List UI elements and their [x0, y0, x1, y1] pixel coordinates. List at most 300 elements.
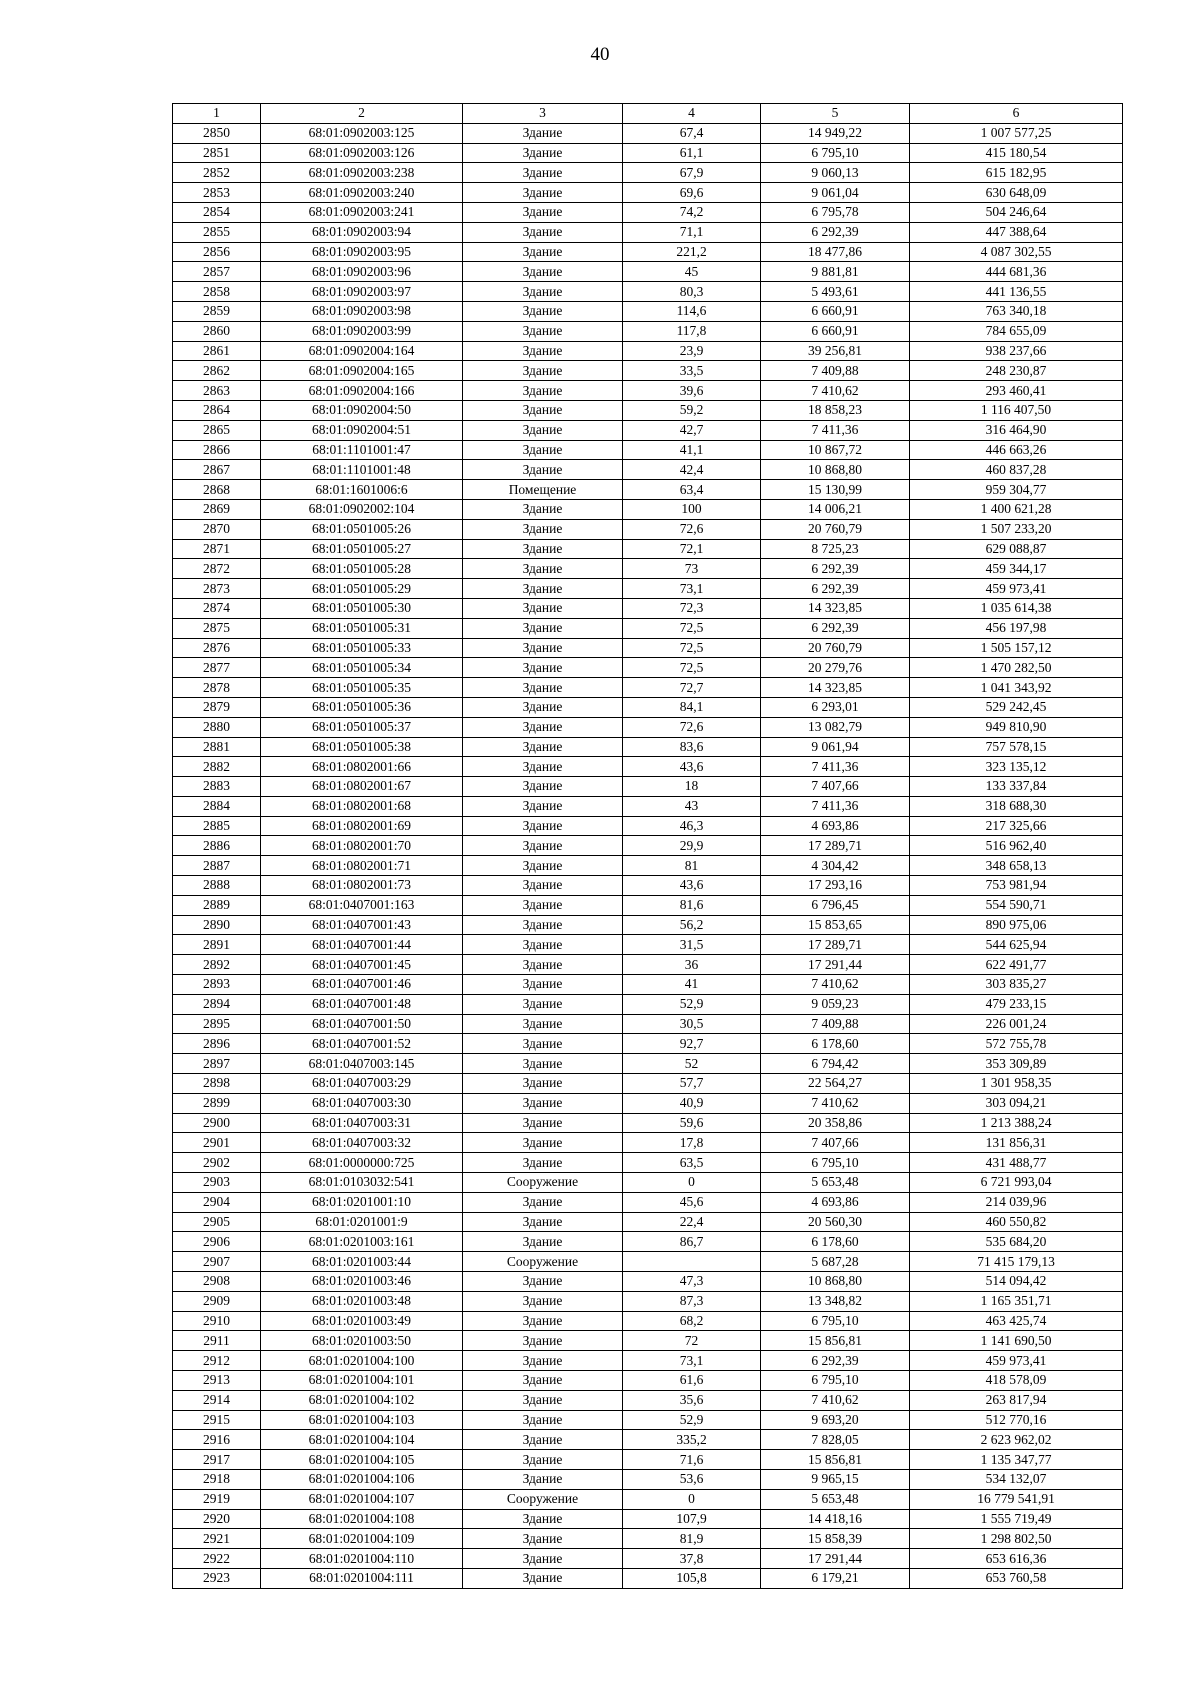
value-cell: 459 973,41 [910, 579, 1123, 599]
table-row [173, 242, 1123, 262]
object-type-cell: Здание [463, 381, 623, 401]
area-cell: 42,4 [623, 460, 761, 480]
object-type-cell: Здание [463, 519, 623, 539]
value-cell: 303 835,27 [910, 975, 1123, 995]
area-cell: 71,1 [623, 222, 761, 242]
table-row [173, 697, 1123, 717]
table-row [173, 1014, 1123, 1034]
area-cell: 41 [623, 975, 761, 995]
rate-cell: 6 796,45 [761, 895, 910, 915]
table-body [173, 104, 1123, 1589]
object-type-cell: Здание [463, 816, 623, 836]
value-cell: 248 230,87 [910, 361, 1123, 381]
area-cell: 42,7 [623, 420, 761, 440]
cadastral-number-cell: 68:01:0201004:111 [261, 1568, 463, 1588]
row-number-cell: 2885 [173, 816, 261, 836]
table-row [173, 559, 1123, 579]
area-cell: 80,3 [623, 282, 761, 302]
table-row [173, 202, 1123, 222]
object-type-cell: Здание [463, 796, 623, 816]
row-number-cell: 2874 [173, 598, 261, 618]
row-number-cell: 2906 [173, 1232, 261, 1252]
object-type-cell: Здание [463, 1034, 623, 1054]
object-type-cell: Здание [463, 1093, 623, 1113]
value-cell: 431 488,77 [910, 1153, 1123, 1173]
row-number-cell: 2923 [173, 1568, 261, 1588]
value-cell: 479 233,15 [910, 994, 1123, 1014]
object-type-cell: Здание [463, 579, 623, 599]
row-number-cell: 2852 [173, 163, 261, 183]
table-row [173, 895, 1123, 915]
cadastral-number-cell: 68:01:0201003:161 [261, 1232, 463, 1252]
row-number-cell: 2904 [173, 1192, 261, 1212]
rate-cell: 6 292,39 [761, 222, 910, 242]
rate-cell: 15 856,81 [761, 1331, 910, 1351]
cadastral-number-cell: 68:01:0407001:52 [261, 1034, 463, 1054]
area-cell: 72,6 [623, 717, 761, 737]
row-number-cell: 2881 [173, 737, 261, 757]
table-row [173, 955, 1123, 975]
object-type-cell: Здание [463, 915, 623, 935]
object-type-cell: Здание [463, 321, 623, 341]
cadastral-number-cell: 68:01:0407001:43 [261, 915, 463, 935]
area-cell: 72,5 [623, 658, 761, 678]
table-row [173, 638, 1123, 658]
row-number-cell: 2916 [173, 1430, 261, 1450]
cadastral-number-cell: 68:01:0501005:35 [261, 678, 463, 698]
table-row [173, 123, 1123, 143]
rate-cell: 7 409,88 [761, 1014, 910, 1034]
area-cell: 73,1 [623, 1351, 761, 1371]
area-cell: 52,9 [623, 994, 761, 1014]
cadastral-number-cell: 68:01:0802001:67 [261, 777, 463, 797]
table-row [173, 1489, 1123, 1509]
area-cell: 74,2 [623, 202, 761, 222]
value-cell: 757 578,15 [910, 737, 1123, 757]
area-cell: 22,4 [623, 1212, 761, 1232]
registry-table [172, 103, 1123, 1589]
table-row [173, 519, 1123, 539]
area-cell: 72,1 [623, 539, 761, 559]
table-row [173, 717, 1123, 737]
object-type-cell: Здание [463, 895, 623, 915]
cadastral-number-cell: 68:01:0501005:28 [261, 559, 463, 579]
table-row [173, 1054, 1123, 1074]
rate-cell: 15 858,39 [761, 1529, 910, 1549]
table-row [173, 1173, 1123, 1193]
object-type-cell: Здание [463, 598, 623, 618]
object-type-cell: Здание [463, 163, 623, 183]
cadastral-number-cell: 68:01:0902004:164 [261, 341, 463, 361]
value-cell: 1 301 958,35 [910, 1074, 1123, 1094]
area-cell: 67,9 [623, 163, 761, 183]
cadastral-number-cell: 68:01:1101001:48 [261, 460, 463, 480]
table-row [173, 1291, 1123, 1311]
area-cell: 35,6 [623, 1390, 761, 1410]
table-row [173, 499, 1123, 519]
cadastral-number-cell: 68:01:0902003:241 [261, 202, 463, 222]
table-row [173, 777, 1123, 797]
table-row [173, 321, 1123, 341]
object-type-cell: Здание [463, 1192, 623, 1212]
row-number-cell: 2879 [173, 697, 261, 717]
value-cell: 456 197,98 [910, 618, 1123, 638]
cadastral-number-cell: 68:01:0501005:29 [261, 579, 463, 599]
row-number-cell: 2899 [173, 1093, 261, 1113]
value-cell: 460 837,28 [910, 460, 1123, 480]
value-cell: 514 094,42 [910, 1272, 1123, 1292]
area-cell: 57,7 [623, 1074, 761, 1094]
row-number-cell: 2910 [173, 1311, 261, 1331]
rate-cell: 5 493,61 [761, 282, 910, 302]
area-cell: 17,8 [623, 1133, 761, 1153]
value-cell: 1 505 157,12 [910, 638, 1123, 658]
row-number-cell: 2919 [173, 1489, 261, 1509]
column-header: 6 [910, 104, 1123, 124]
row-number-cell: 2909 [173, 1291, 261, 1311]
rate-cell: 9 061,94 [761, 737, 910, 757]
table-row [173, 1034, 1123, 1054]
value-cell: 1 141 690,50 [910, 1331, 1123, 1351]
object-type-cell: Здание [463, 955, 623, 975]
object-type-cell: Здание [463, 202, 623, 222]
cadastral-number-cell: 68:01:0501005:30 [261, 598, 463, 618]
area-cell: 81 [623, 856, 761, 876]
table-row [173, 1212, 1123, 1232]
row-number-cell: 2884 [173, 796, 261, 816]
value-cell: 572 755,78 [910, 1034, 1123, 1054]
area-cell: 47,3 [623, 1272, 761, 1292]
value-cell: 16 779 541,91 [910, 1489, 1123, 1509]
table-row [173, 400, 1123, 420]
object-type-cell: Здание [463, 440, 623, 460]
object-type-cell: Здание [463, 1311, 623, 1331]
rate-cell: 15 853,65 [761, 915, 910, 935]
cadastral-number-cell: 68:01:0902003:240 [261, 183, 463, 203]
rate-cell: 6 660,91 [761, 321, 910, 341]
table-row [173, 579, 1123, 599]
table-row [173, 678, 1123, 698]
row-number-cell: 2850 [173, 123, 261, 143]
cadastral-number-cell: 68:01:0000000:725 [261, 1153, 463, 1173]
rate-cell: 5 653,48 [761, 1489, 910, 1509]
column-header: 2 [261, 104, 463, 124]
object-type-cell: Здание [463, 658, 623, 678]
row-number-cell: 2914 [173, 1390, 261, 1410]
row-number-cell: 2892 [173, 955, 261, 975]
cadastral-number-cell: 68:01:0802001:66 [261, 757, 463, 777]
row-number-cell: 2912 [173, 1351, 261, 1371]
cadastral-number-cell: 68:01:0201003:46 [261, 1272, 463, 1292]
value-cell: 263 817,94 [910, 1390, 1123, 1410]
table-row [173, 222, 1123, 242]
rate-cell: 10 868,80 [761, 460, 910, 480]
column-header: 4 [623, 104, 761, 124]
table-row [173, 301, 1123, 321]
area-cell: 43,6 [623, 757, 761, 777]
object-type-cell: Здание [463, 777, 623, 797]
object-type-cell: Здание [463, 143, 623, 163]
cadastral-number-cell: 68:01:0201004:101 [261, 1371, 463, 1391]
cadastral-number-cell: 68:01:0407001:46 [261, 975, 463, 995]
object-type-cell: Сооружение [463, 1252, 623, 1272]
area-cell: 29,9 [623, 836, 761, 856]
rate-cell: 15 856,81 [761, 1450, 910, 1470]
cadastral-number-cell: 68:01:0201003:49 [261, 1311, 463, 1331]
value-cell: 763 340,18 [910, 301, 1123, 321]
row-number-cell: 2898 [173, 1074, 261, 1094]
cadastral-number-cell: 68:01:0201001:10 [261, 1192, 463, 1212]
table-row [173, 975, 1123, 995]
value-cell: 516 962,40 [910, 836, 1123, 856]
object-type-cell: Здание [463, 697, 623, 717]
table-row [173, 1430, 1123, 1450]
object-type-cell: Здание [463, 420, 623, 440]
table-row [173, 341, 1123, 361]
value-cell: 463 425,74 [910, 1311, 1123, 1331]
value-cell: 459 344,17 [910, 559, 1123, 579]
object-type-cell: Здание [463, 361, 623, 381]
object-type-cell: Здание [463, 262, 623, 282]
table-row [173, 1549, 1123, 1569]
value-cell: 4 087 302,55 [910, 242, 1123, 262]
area-cell: 0 [623, 1173, 761, 1193]
object-type-cell: Здание [463, 1331, 623, 1351]
area-cell: 39,6 [623, 381, 761, 401]
value-cell: 131 856,31 [910, 1133, 1123, 1153]
rate-cell: 14 323,85 [761, 598, 910, 618]
table-row [173, 1390, 1123, 1410]
rate-cell: 14 418,16 [761, 1509, 910, 1529]
area-cell: 67,4 [623, 123, 761, 143]
cadastral-number-cell: 68:01:0501005:27 [261, 539, 463, 559]
row-number-cell: 2915 [173, 1410, 261, 1430]
value-cell: 6 721 993,04 [910, 1173, 1123, 1193]
row-number-cell: 2921 [173, 1529, 261, 1549]
cadastral-number-cell: 68:01:0201004:105 [261, 1450, 463, 1470]
cadastral-number-cell: 68:01:0407001:163 [261, 895, 463, 915]
rate-cell: 4 693,86 [761, 816, 910, 836]
value-cell: 535 684,20 [910, 1232, 1123, 1252]
value-cell: 444 681,36 [910, 262, 1123, 282]
rate-cell: 6 795,10 [761, 1311, 910, 1331]
column-header: 1 [173, 104, 261, 124]
cadastral-number-cell: 68:01:0201003:50 [261, 1331, 463, 1351]
rate-cell: 17 291,44 [761, 955, 910, 975]
table-row [173, 1450, 1123, 1470]
rate-cell: 39 256,81 [761, 341, 910, 361]
row-number-cell: 2888 [173, 876, 261, 896]
rate-cell: 9 061,04 [761, 183, 910, 203]
table-row [173, 440, 1123, 460]
area-cell: 72,7 [623, 678, 761, 698]
row-number-cell: 2902 [173, 1153, 261, 1173]
object-type-cell: Здание [463, 1054, 623, 1074]
rate-cell: 4 693,86 [761, 1192, 910, 1212]
area-cell: 83,6 [623, 737, 761, 757]
cadastral-number-cell: 68:01:0201003:44 [261, 1252, 463, 1272]
row-number-cell: 2860 [173, 321, 261, 341]
row-number-cell: 2891 [173, 935, 261, 955]
cadastral-number-cell: 68:01:0902003:95 [261, 242, 463, 262]
value-cell: 1 400 621,28 [910, 499, 1123, 519]
value-cell: 949 810,90 [910, 717, 1123, 737]
object-type-cell: Здание [463, 1509, 623, 1529]
value-cell: 1 298 802,50 [910, 1529, 1123, 1549]
rate-cell: 7 828,05 [761, 1430, 910, 1450]
table-row [173, 539, 1123, 559]
area-cell: 61,6 [623, 1371, 761, 1391]
cadastral-number-cell: 68:01:0902003:99 [261, 321, 463, 341]
page-number: 40 [590, 44, 610, 65]
cadastral-number-cell: 68:01:0407001:48 [261, 994, 463, 1014]
object-type-cell: Здание [463, 1469, 623, 1489]
area-cell: 61,1 [623, 143, 761, 163]
area-cell: 117,8 [623, 321, 761, 341]
value-cell: 1 470 282,50 [910, 658, 1123, 678]
area-cell: 100 [623, 499, 761, 519]
area-cell: 52 [623, 1054, 761, 1074]
column-header: 5 [761, 104, 910, 124]
rate-cell: 6 292,39 [761, 559, 910, 579]
cadastral-number-cell: 68:01:0501005:37 [261, 717, 463, 737]
table-row [173, 1252, 1123, 1272]
rate-cell: 17 289,71 [761, 836, 910, 856]
value-cell: 71 415 179,13 [910, 1252, 1123, 1272]
rate-cell: 13 348,82 [761, 1291, 910, 1311]
cadastral-number-cell: 68:01:0802001:68 [261, 796, 463, 816]
value-cell: 512 770,16 [910, 1410, 1123, 1430]
cadastral-number-cell: 68:01:0802001:73 [261, 876, 463, 896]
object-type-cell: Здание [463, 1014, 623, 1034]
value-cell: 459 973,41 [910, 1351, 1123, 1371]
value-cell: 554 590,71 [910, 895, 1123, 915]
area-cell: 81,6 [623, 895, 761, 915]
value-cell: 1 116 407,50 [910, 400, 1123, 420]
rate-cell: 6 795,78 [761, 202, 910, 222]
object-type-cell: Здание [463, 1291, 623, 1311]
area-cell: 33,5 [623, 361, 761, 381]
row-number-cell: 2890 [173, 915, 261, 935]
value-cell: 323 135,12 [910, 757, 1123, 777]
area-cell: 73 [623, 559, 761, 579]
table-row [173, 836, 1123, 856]
rate-cell: 14 006,21 [761, 499, 910, 519]
cadastral-number-cell: 68:01:0501005:26 [261, 519, 463, 539]
row-number-cell: 2905 [173, 1212, 261, 1232]
rate-cell: 6 292,39 [761, 579, 910, 599]
cadastral-number-cell: 68:01:0201004:107 [261, 1489, 463, 1509]
cadastral-number-cell: 68:01:0407003:32 [261, 1133, 463, 1153]
value-cell: 318 688,30 [910, 796, 1123, 816]
object-type-cell: Здание [463, 301, 623, 321]
row-number-cell: 2865 [173, 420, 261, 440]
row-number-cell: 2889 [173, 895, 261, 915]
value-cell: 890 975,06 [910, 915, 1123, 935]
area-cell: 71,6 [623, 1450, 761, 1470]
table-row [173, 856, 1123, 876]
value-cell: 447 388,64 [910, 222, 1123, 242]
row-number-cell: 2880 [173, 717, 261, 737]
value-cell: 615 182,95 [910, 163, 1123, 183]
rate-cell: 8 725,23 [761, 539, 910, 559]
cadastral-number-cell: 68:01:0501005:36 [261, 697, 463, 717]
table-row [173, 1074, 1123, 1094]
object-type-cell: Здание [463, 737, 623, 757]
cadastral-number-cell: 68:01:0902004:165 [261, 361, 463, 381]
area-cell: 52,9 [623, 1410, 761, 1430]
row-number-cell: 2883 [173, 777, 261, 797]
row-number-cell: 2907 [173, 1252, 261, 1272]
table-row [173, 1410, 1123, 1430]
value-cell: 1 555 719,49 [910, 1509, 1123, 1529]
object-type-cell: Здание [463, 1450, 623, 1470]
cadastral-number-cell: 68:01:0902003:98 [261, 301, 463, 321]
area-cell: 114,6 [623, 301, 761, 321]
cadastral-number-cell: 68:01:0201004:100 [261, 1351, 463, 1371]
cadastral-number-cell: 68:01:0407003:145 [261, 1054, 463, 1074]
rate-cell: 18 858,23 [761, 400, 910, 420]
area-cell: 81,9 [623, 1529, 761, 1549]
row-number-cell: 2918 [173, 1469, 261, 1489]
value-cell: 217 325,66 [910, 816, 1123, 836]
object-type-cell: Здание [463, 1390, 623, 1410]
cadastral-number-cell: 68:01:0802001:69 [261, 816, 463, 836]
object-type-cell: Здание [463, 1430, 623, 1450]
row-number-cell: 2867 [173, 460, 261, 480]
area-cell: 37,8 [623, 1549, 761, 1569]
cadastral-number-cell: 68:01:0407003:31 [261, 1113, 463, 1133]
rate-cell: 7 410,62 [761, 1390, 910, 1410]
area-cell: 105,8 [623, 1568, 761, 1588]
value-cell: 293 460,41 [910, 381, 1123, 401]
object-type-cell: Здание [463, 1529, 623, 1549]
value-cell: 446 663,26 [910, 440, 1123, 460]
table-row [173, 143, 1123, 163]
table-row [173, 1311, 1123, 1331]
object-type-cell: Здание [463, 935, 623, 955]
cadastral-number-cell: 68:01:0201004:103 [261, 1410, 463, 1430]
object-type-cell: Здание [463, 1232, 623, 1252]
rate-cell: 20 760,79 [761, 638, 910, 658]
cadastral-number-cell: 68:01:0201003:48 [261, 1291, 463, 1311]
row-number-cell: 2858 [173, 282, 261, 302]
area-cell: 45 [623, 262, 761, 282]
value-cell: 630 648,09 [910, 183, 1123, 203]
area-cell: 36 [623, 955, 761, 975]
table-row [173, 816, 1123, 836]
object-type-cell: Здание [463, 1153, 623, 1173]
table-row [173, 598, 1123, 618]
area-cell: 40,9 [623, 1093, 761, 1113]
rate-cell: 17 289,71 [761, 935, 910, 955]
value-cell: 534 132,07 [910, 1469, 1123, 1489]
object-type-cell: Здание [463, 678, 623, 698]
area-cell: 72,5 [623, 638, 761, 658]
row-number-cell: 2855 [173, 222, 261, 242]
rate-cell: 6 179,21 [761, 1568, 910, 1588]
cadastral-number-cell: 68:01:0902003:97 [261, 282, 463, 302]
area-cell: 87,3 [623, 1291, 761, 1311]
rate-cell: 6 178,60 [761, 1034, 910, 1054]
cadastral-number-cell: 68:01:0201001:9 [261, 1212, 463, 1232]
object-type-cell: Здание [463, 123, 623, 143]
area-cell: 69,6 [623, 183, 761, 203]
area-cell: 72,6 [623, 519, 761, 539]
cadastral-number-cell: 68:01:0407001:44 [261, 935, 463, 955]
rate-cell: 17 291,44 [761, 1549, 910, 1569]
area-cell: 31,5 [623, 935, 761, 955]
